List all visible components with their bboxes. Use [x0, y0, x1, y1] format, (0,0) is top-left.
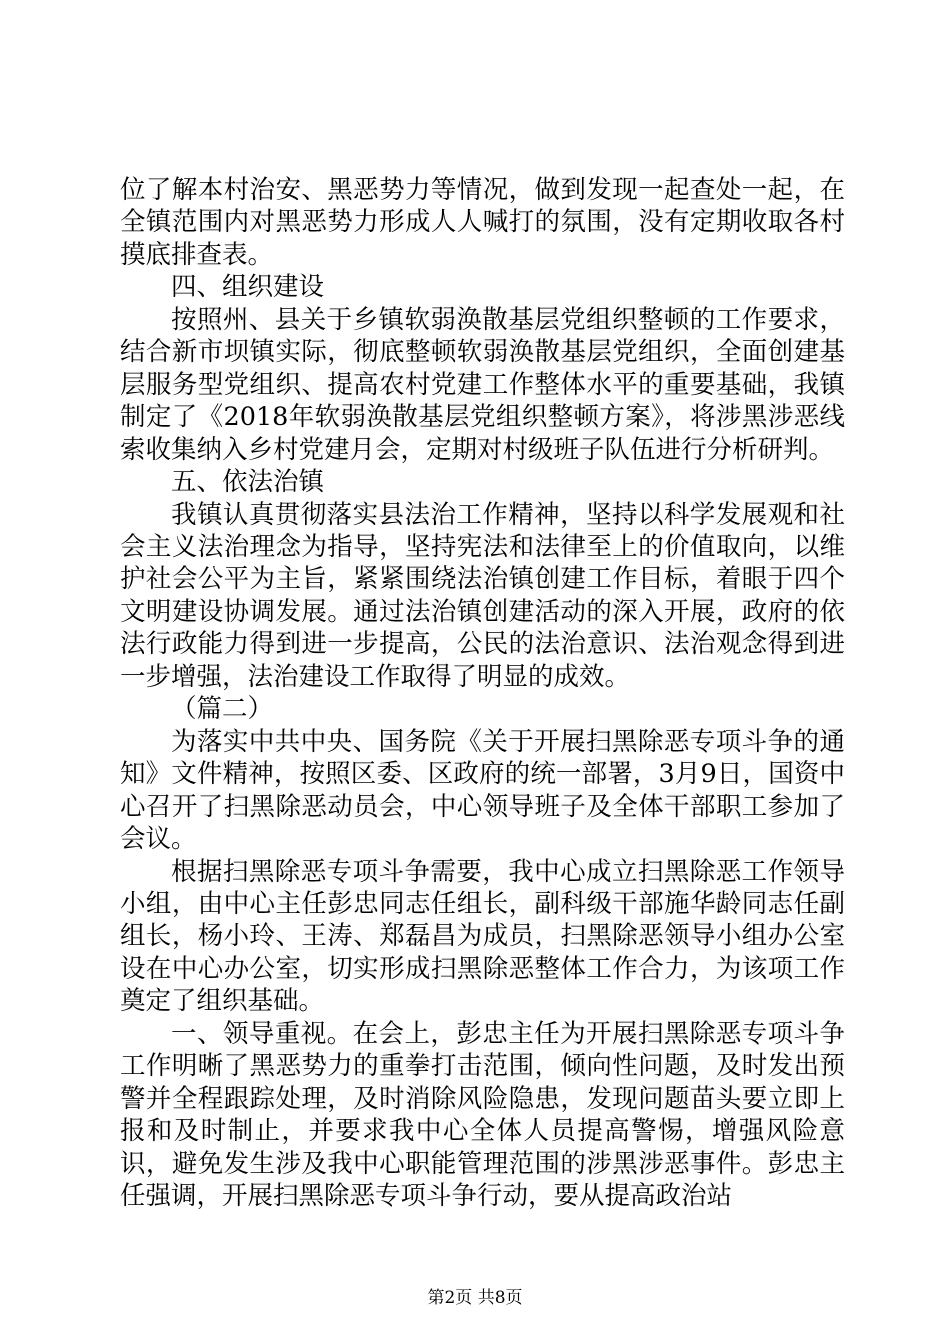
heading-rule-of-law: 五、依法治镇 — [171, 467, 325, 498]
paragraph-1: 位了解本村治安、黑恶势力等情况，做到发现一起查处一起，在全镇范围内对黑恶势力形成人人喊打的氛围，没有定期收取各村摸底排查表。 — [120, 175, 845, 270]
paragraph-leading-group: 根据扫黑除恶专项斗争需要，我中心成立扫黑除恶工作领导小组，由中心主任彭忠同志任组长，副科级干部施华龄同志任副组长，杨小玲、王涛、郑磊昌为成员，扫黑除恶领导小组办公室设在中心办公室，切实形成扫黑除恶整体工作合力，为该项工作奠定了组织基础。 — [120, 856, 845, 1017]
paragraph-leadership-attention: 一、领导重视。在会上，彭忠主任为开展扫黑除恶专项斗争工作明晰了黑恶势力的重拳打击范围，倾向性问题，及时发出预警并全程跟踪处理，及时消除风险隐患，发现问题苗头要立即上报和及时制止，并要求我中心全体人员提高警惕，增强风险意识，避免发生涉及我中心职能管理范围的涉黑涉恶事件。彭忠主任强调，开展扫黑除恶专项斗争行动，要从提高政治站 — [120, 1018, 845, 1212]
paragraph-organization-building: 按照州、县关于乡镇软弱涣散基层党组织整顿的工作要求，结合新市坝镇实际，彻底整顿软弱涣散基层党组织，全面创建基层服务型党组织、提高农村党建工作整体水平的重要基础，我镇制定了《2018年软弱涣散基层党组织整顿方案》，将涉黑涉恶线索收集纳入乡村党建月会，定期对村级班子队伍进行分析研判。 — [120, 304, 845, 465]
paragraph-rule-of-law: 我镇认真贯彻落实县法治工作精神，坚持以科学发展观和社会主义法治理念为指导，坚持宪法和法律至上的价值取向，以维护社会公平为主旨，紧紧围绕法治镇创建工作目标，着眼于四个文明建设协调发展。通过法治镇创建活动的深入开展，政府的依法行政能力得到进一步提高，公民的法治意识、法治观念得到进一步增强，法治建设工作取得了明显的成效。 — [120, 499, 845, 692]
page-footer: 第2页 共8页 — [427, 1288, 523, 1308]
heading-organization-building: 四、组织建设 — [171, 272, 325, 303]
document-body — [120, 174, 845, 1213]
paragraph-mobilization-meeting: 为落实中共中央、国务院《关于开展扫黑除恶专项斗争的通知》文件精神，按照区委、区政府的统一部署，3月9日，国资中心召开了扫黑除恶动员会，中心领导班子及全体干部职工参加了会议。 — [120, 726, 845, 855]
section-label-part-two: （篇二） — [171, 694, 274, 725]
